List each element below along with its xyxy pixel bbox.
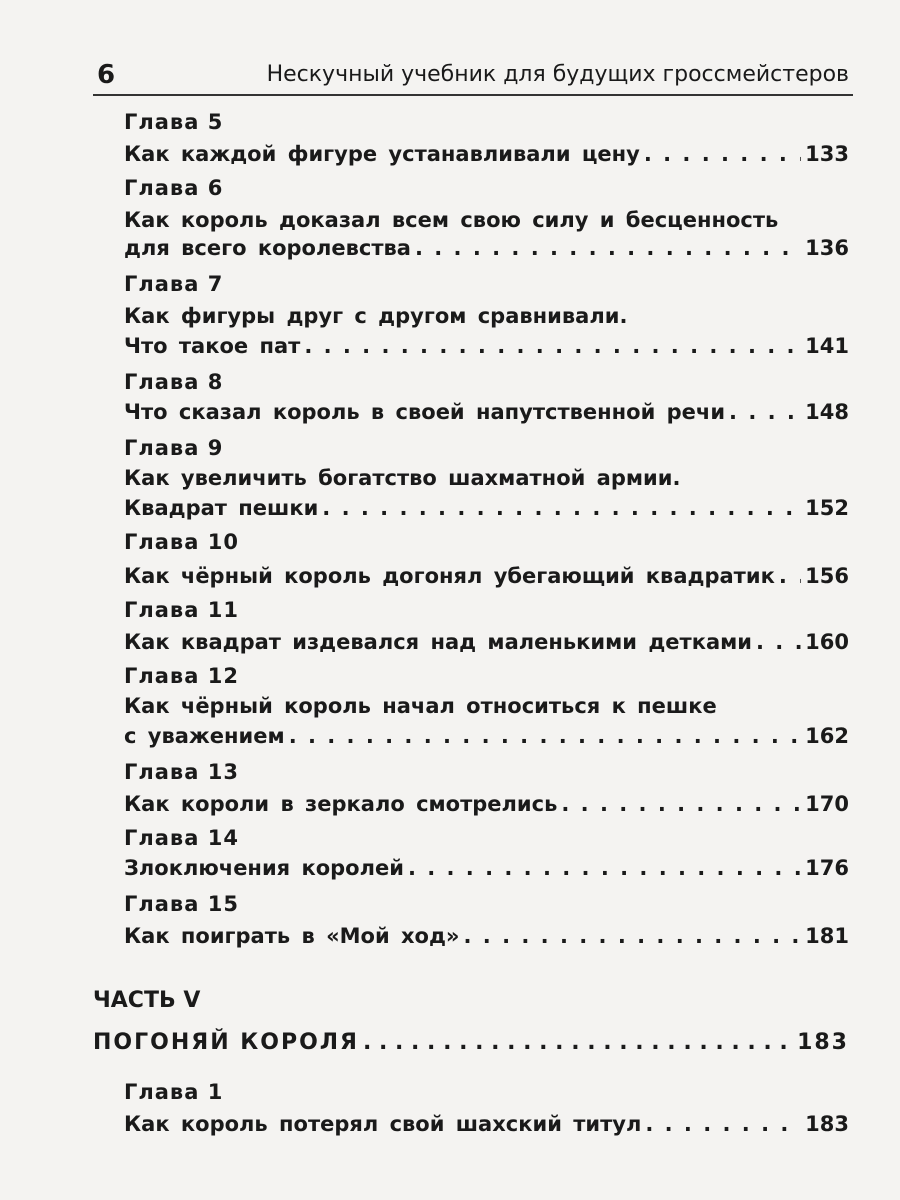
chapter-label: Глава 12	[124, 664, 239, 688]
chapter-label: Глава 10	[124, 530, 239, 554]
page-ref: 160	[805, 630, 849, 654]
toc-entry	[124, 1112, 849, 1136]
toc-entry	[124, 564, 849, 588]
dot-leader	[644, 142, 801, 166]
running-title: Нескучный учебник для будущих гроссмейстеров	[266, 62, 849, 87]
chapter-title-cont: Что такое пат	[124, 334, 301, 358]
chapter-title: Как чёрный король догонял убегающий квадратик	[124, 564, 775, 588]
chapter-label: Глава 6	[124, 176, 224, 200]
dot-leader	[304, 334, 801, 358]
toc-entry	[124, 334, 849, 358]
part-entry	[93, 1030, 849, 1055]
chapter-title: Как короли в зеркало смотрелись	[124, 792, 558, 816]
toc-entry	[124, 924, 849, 948]
toc-entry	[124, 724, 849, 748]
page-ref: 141	[805, 334, 849, 358]
dot-leader	[289, 724, 801, 748]
page-number: 6	[97, 60, 116, 90]
page-ref: 170	[805, 792, 849, 816]
dot-leader	[408, 856, 801, 880]
dot-leader	[756, 630, 801, 654]
chapter-title-cont: с уважением	[124, 724, 285, 748]
chapter-title-cont: для всего королевства	[124, 236, 411, 260]
chapter-title: Как квадрат издевался над маленькими детками	[124, 630, 752, 654]
dot-leader	[729, 400, 801, 424]
chapter-title: Как каждой фигуре устанавливали цену	[124, 142, 640, 166]
dot-leader	[561, 792, 801, 816]
toc-entry	[124, 630, 849, 654]
chapter-label: Глава 7	[124, 272, 224, 296]
page-ref: 136	[805, 236, 849, 260]
chapter-label: Глава 9	[124, 436, 224, 460]
chapter-title: Как король потерял свой шахский титул	[124, 1112, 642, 1136]
dot-leader	[322, 496, 801, 520]
chapter-label: Глава 15	[124, 892, 239, 916]
chapter-title-cont: Квадрат пешки	[124, 496, 319, 520]
chapter-title: Злоключения королей	[124, 856, 404, 880]
page-ref: 183	[797, 1030, 849, 1055]
dot-leader	[779, 564, 801, 588]
page-ref: 183	[805, 1112, 849, 1136]
chapter-title: Что сказал король в своей напутственной речи	[124, 400, 726, 424]
chapter-label: Глава 14	[124, 826, 239, 850]
page-ref: 176	[805, 856, 849, 880]
page-header	[93, 60, 853, 96]
dot-leader	[464, 924, 802, 948]
dot-leader	[645, 1112, 801, 1136]
toc-entry	[124, 856, 849, 880]
page-ref: 162	[805, 724, 849, 748]
chapter-label: Глава 13	[124, 760, 239, 784]
page-ref: 156	[805, 564, 849, 588]
toc-entry	[124, 496, 849, 520]
part-title: ПОГОНЯЙ КОРОЛЯ	[93, 1030, 359, 1055]
dot-leader	[415, 236, 801, 260]
page-ref: 133	[805, 142, 849, 166]
chapter-label: Глава 5	[124, 110, 224, 134]
dot-leader	[363, 1030, 793, 1055]
toc-entry	[124, 142, 849, 166]
toc-entry	[124, 236, 849, 260]
page-ref: 181	[805, 924, 849, 948]
toc-entry	[124, 792, 849, 816]
chapter-title: Как поиграть в «Мой ход»	[124, 924, 460, 948]
page-ref: 152	[805, 496, 849, 520]
chapter-title: Как чёрный король начал относиться к пешке	[124, 694, 717, 718]
chapter-label: Глава 11	[124, 598, 239, 622]
page-ref: 148	[805, 400, 849, 424]
chapter-label: Глава 1	[124, 1080, 224, 1104]
chapter-title: Как фигуры друг с другом сравнивали.	[124, 304, 628, 328]
part-label: ЧАСТЬ V	[93, 988, 201, 1013]
chapter-label: Глава 8	[124, 370, 224, 394]
toc-entry	[124, 400, 849, 424]
chapter-title: Как увеличить богатство шахматной армии.	[124, 466, 681, 490]
chapter-title: Как король доказал всем свою силу и бесценность	[124, 208, 779, 232]
